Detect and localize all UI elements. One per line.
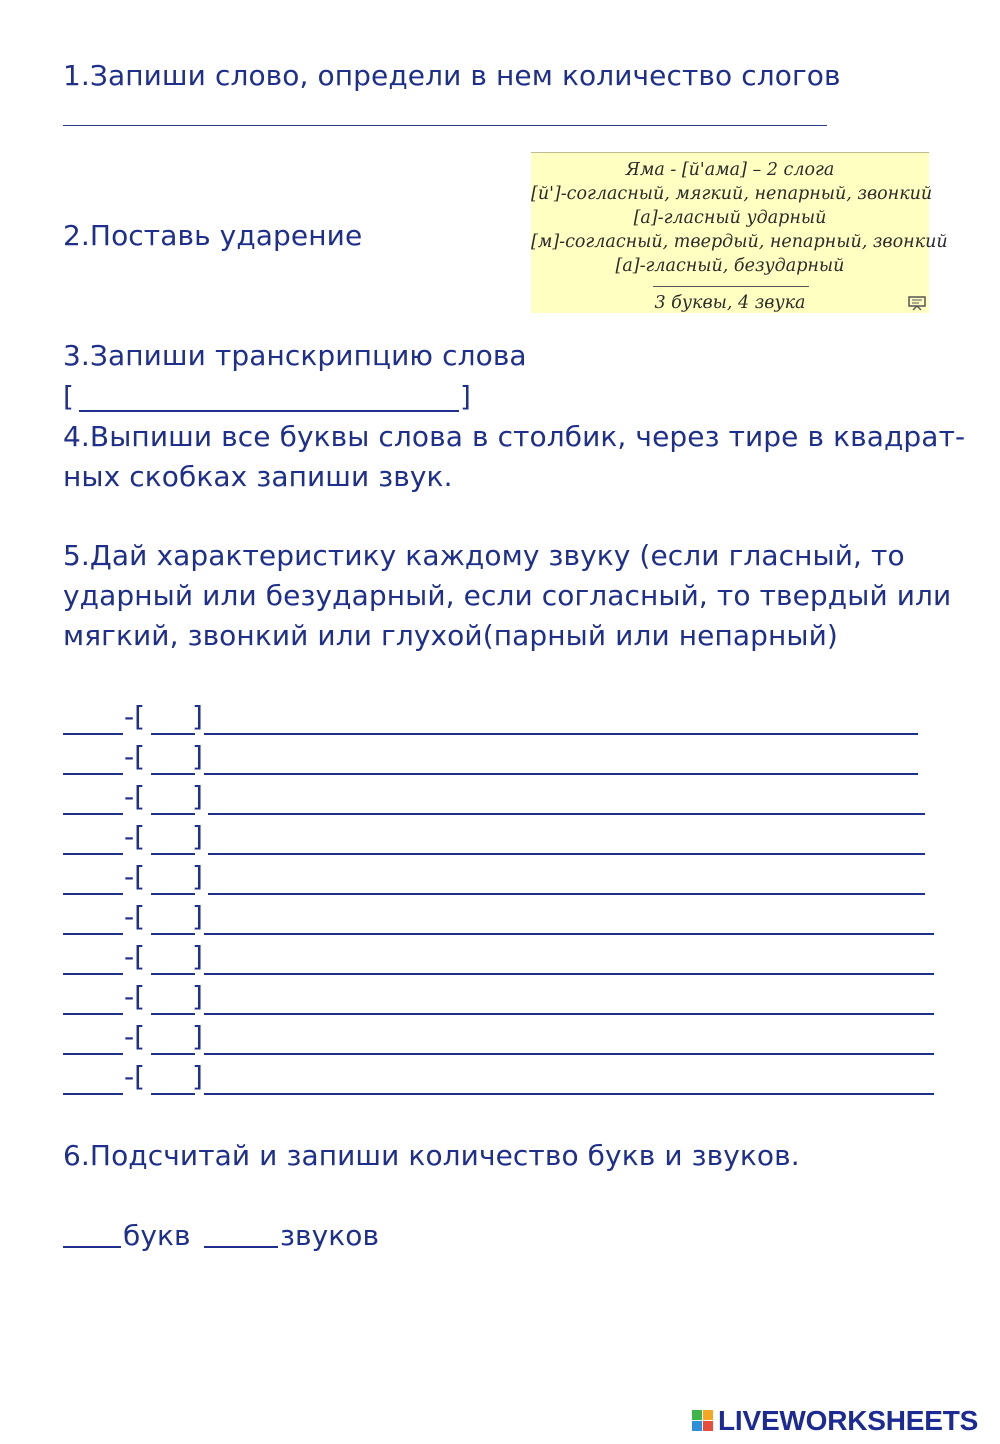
row-dash-bracket: -[ <box>124 940 146 973</box>
sounds-count-blank[interactable] <box>204 1246 278 1248</box>
letter-blank[interactable] <box>63 773 123 775</box>
letters-label: букв <box>123 1219 191 1252</box>
characteristic-blank[interactable] <box>208 853 925 855</box>
sample-divider <box>653 286 809 287</box>
letter-blank[interactable] <box>63 893 123 895</box>
transcription-open-bracket: [ <box>63 380 75 413</box>
sample-line: [й']-согласный, мягкий, непарный, звонкий <box>531 184 933 204</box>
liveworksheets-logo <box>692 1404 978 1438</box>
sound-blank[interactable] <box>151 973 195 975</box>
liveworksheets-mark-icon <box>692 1409 714 1433</box>
task1-answer-line[interactable] <box>63 125 827 126</box>
letter-blank[interactable] <box>63 1053 123 1055</box>
row-close-bracket: ] <box>192 940 203 973</box>
row-close-bracket: ] <box>192 820 203 853</box>
row-dash-bracket: -[ <box>124 860 146 893</box>
letter-blank[interactable] <box>63 733 123 735</box>
row-close-bracket: ] <box>192 740 203 773</box>
transcription-answer-line[interactable] <box>79 410 459 412</box>
row-close-bracket: ] <box>192 700 203 733</box>
task6-text: 6.Подсчитай и запиши количество букв и звуков. <box>63 1139 800 1172</box>
letter-blank[interactable] <box>63 933 123 935</box>
task1-text: 1.Запиши слово, определи в нем количество слогов <box>63 59 841 92</box>
task5-line1: 5.Дай характеристику каждому звуку (если гласный, то <box>63 539 905 572</box>
sample-line: [м]-согласный, твердый, непарный, звонкий <box>531 232 948 252</box>
presentation-icon <box>907 295 927 311</box>
row-close-bracket: ] <box>192 1060 203 1093</box>
letter-blank[interactable] <box>63 853 123 855</box>
row-dash-bracket: -[ <box>124 900 146 933</box>
row-dash-bracket: -[ <box>124 980 146 1013</box>
letter-blank[interactable] <box>63 1013 123 1015</box>
row-dash-bracket: -[ <box>124 820 146 853</box>
letter-blank[interactable] <box>63 973 123 975</box>
row-close-bracket: ] <box>192 900 203 933</box>
row-dash-bracket: -[ <box>124 1060 146 1093</box>
characteristic-blank[interactable] <box>204 1013 934 1015</box>
characteristic-blank[interactable] <box>208 813 925 815</box>
sample-summary: 3 буквы, 4 звука <box>654 293 806 313</box>
sound-blank[interactable] <box>151 1013 195 1015</box>
sounds-label: звуков <box>280 1219 380 1252</box>
transcription-close-bracket: ] <box>460 380 472 413</box>
row-dash-bracket: -[ <box>124 700 146 733</box>
characteristic-blank[interactable] <box>208 893 925 895</box>
task2-text: 2.Поставь ударение <box>63 219 363 252</box>
sample-analysis-image <box>531 152 948 313</box>
sound-blank[interactable] <box>151 813 195 815</box>
sound-blank[interactable] <box>151 773 195 775</box>
characteristic-blank[interactable] <box>204 933 934 935</box>
characteristic-blank[interactable] <box>204 1053 934 1055</box>
sound-blank[interactable] <box>151 1053 195 1055</box>
characteristic-blank[interactable] <box>204 1093 934 1095</box>
task4-line2: ных скобках запиши звук. <box>63 460 453 493</box>
row-close-bracket: ] <box>192 1020 203 1053</box>
task5-line3: мягкий, звонкий или глухой(парный или непарный) <box>63 619 838 652</box>
sample-line: [а]-гласный, безударный <box>615 256 845 276</box>
sound-blank[interactable] <box>151 1093 195 1095</box>
letter-blank[interactable] <box>63 813 123 815</box>
task5-line2: ударный или безударный, если согласный, то твердый или <box>63 579 952 612</box>
characteristic-blank[interactable] <box>204 773 918 775</box>
brand-name: LIVEWORKSHEETS <box>718 1405 979 1436</box>
task4-line1: 4.Выпиши все буквы слова в столбик, через тире в квадрат- <box>63 420 966 453</box>
sample-line: [а]-гласный ударный <box>633 208 827 228</box>
row-dash-bracket: -[ <box>124 1020 146 1053</box>
sample-line: Яма - [й'ама] – 2 слога <box>625 160 835 180</box>
row-close-bracket: ] <box>192 860 203 893</box>
row-dash-bracket: -[ <box>124 780 146 813</box>
letters-count-blank[interactable] <box>63 1246 121 1248</box>
sound-blank[interactable] <box>151 933 195 935</box>
characteristic-blank[interactable] <box>204 973 934 975</box>
sound-blank[interactable] <box>151 853 195 855</box>
sound-blank[interactable] <box>151 893 195 895</box>
characteristic-blank[interactable] <box>204 733 918 735</box>
letter-blank[interactable] <box>63 1093 123 1095</box>
row-dash-bracket: -[ <box>124 740 146 773</box>
row-close-bracket: ] <box>192 780 203 813</box>
row-close-bracket: ] <box>192 980 203 1013</box>
task3-text: 3.Запиши транскрипцию слова <box>63 339 527 372</box>
sound-blank[interactable] <box>151 733 195 735</box>
